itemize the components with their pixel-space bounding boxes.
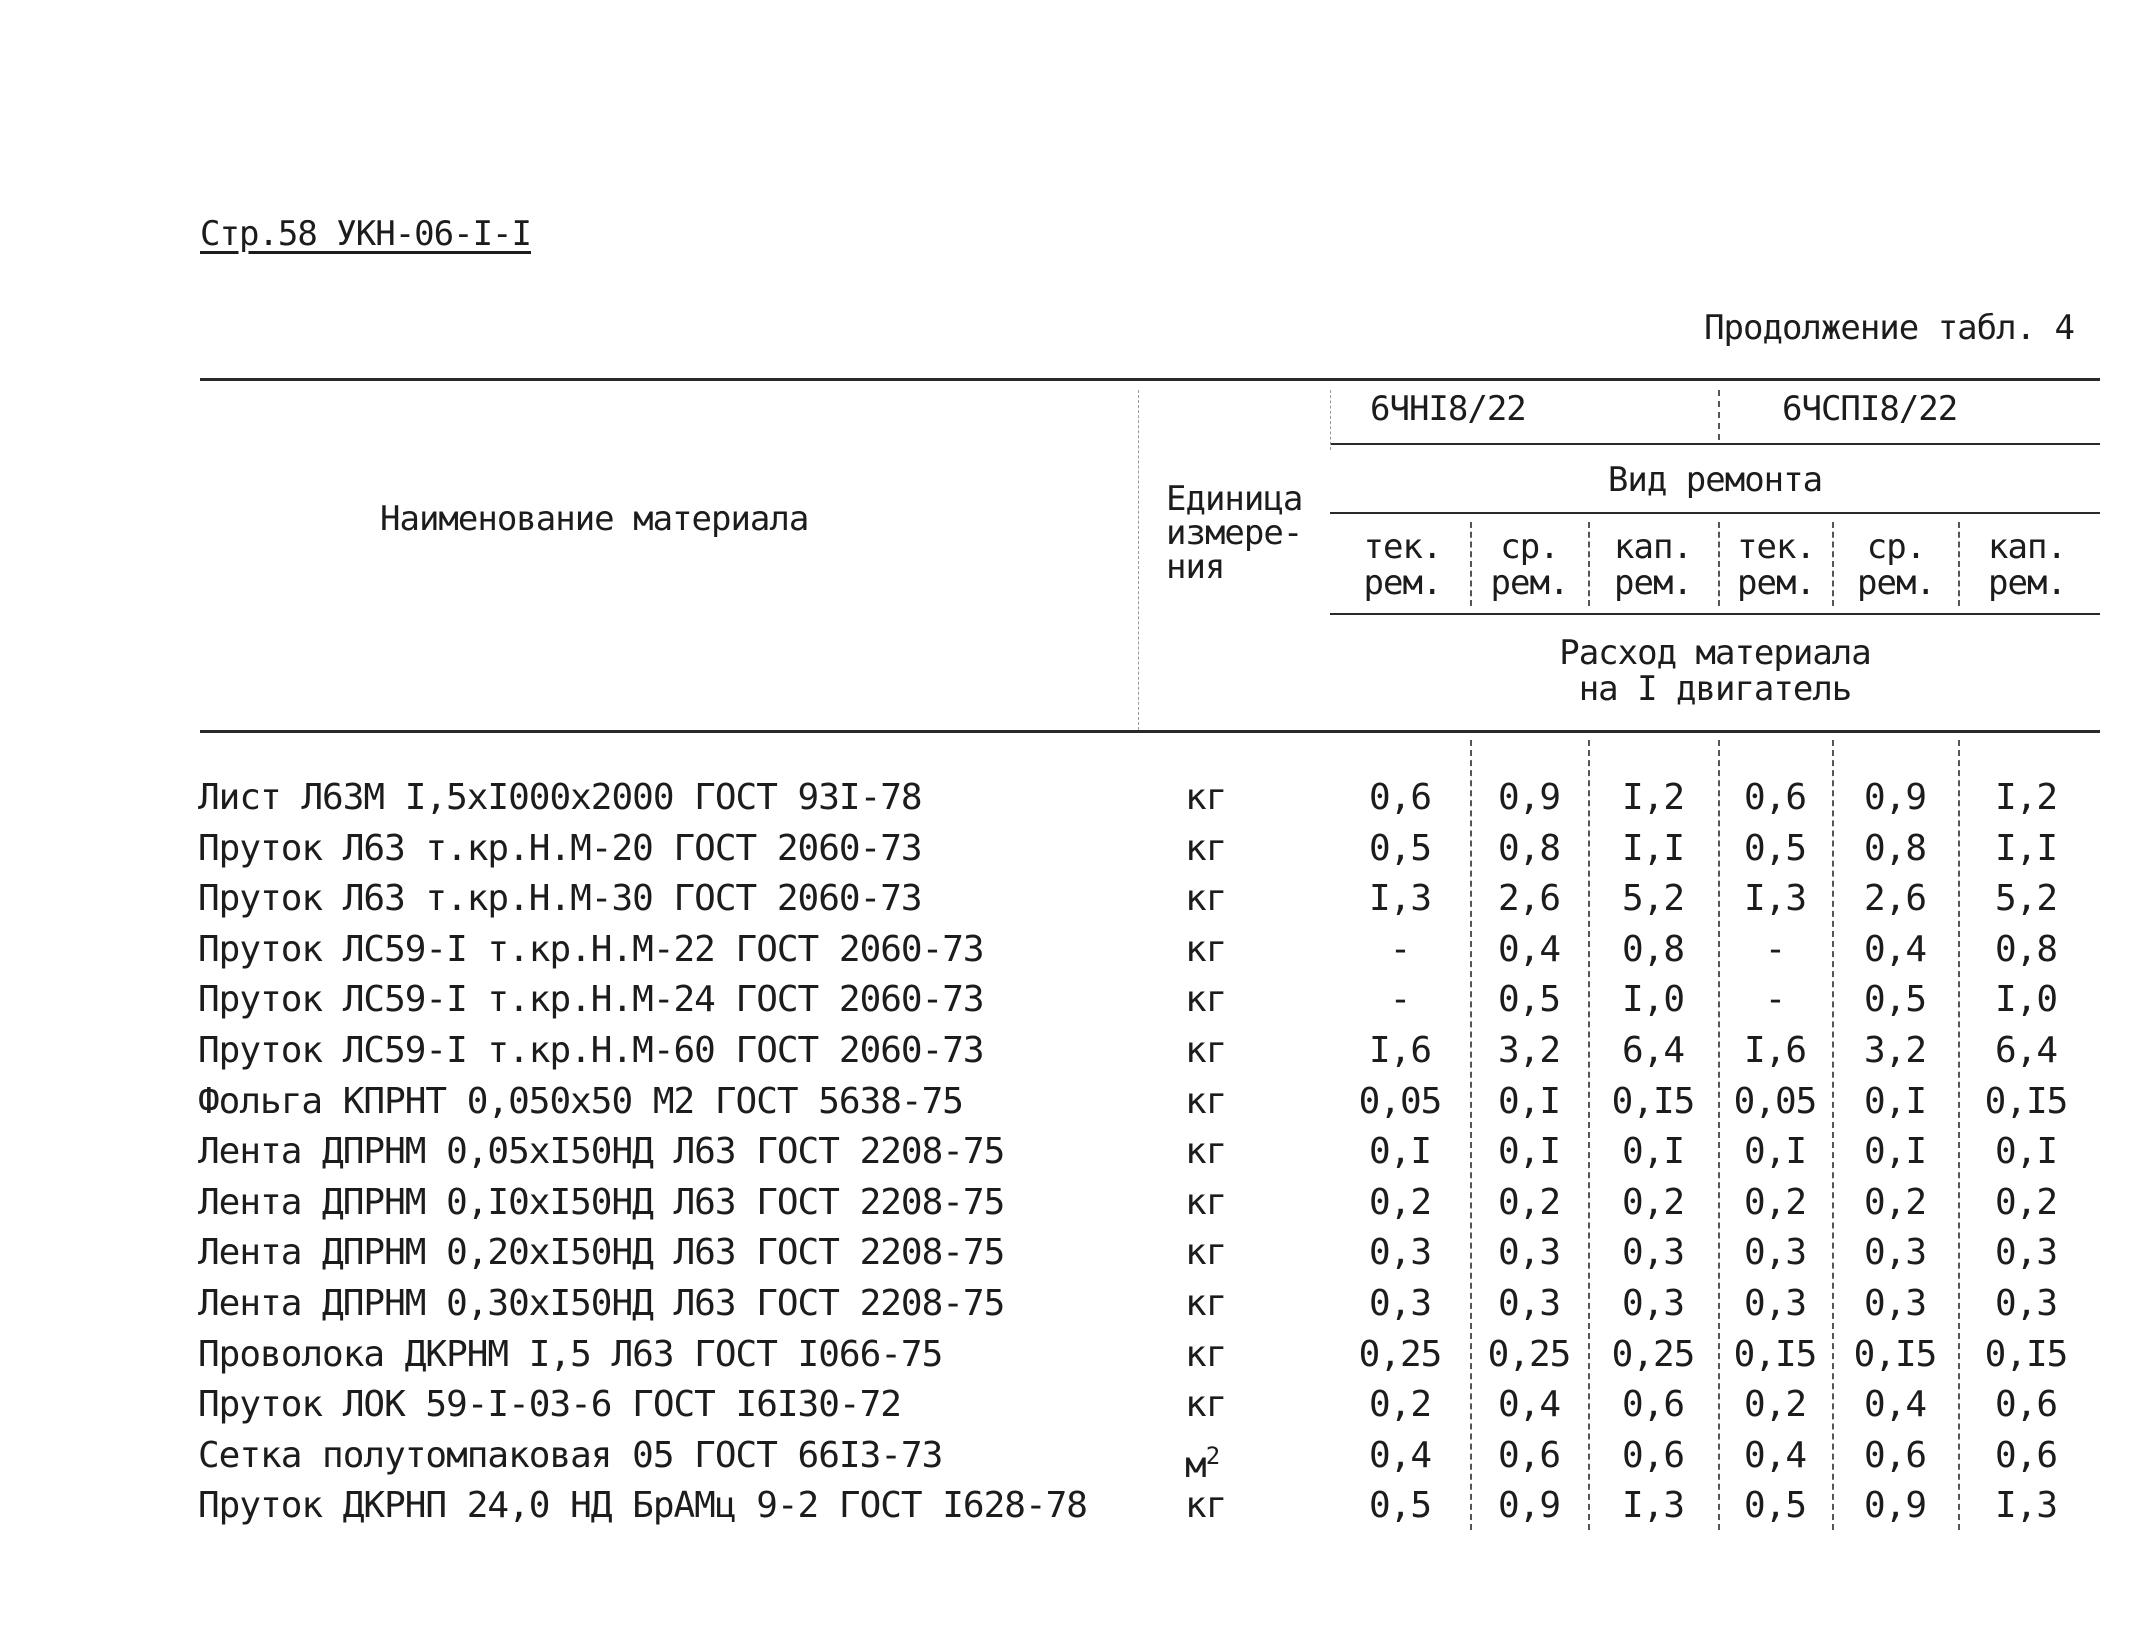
engine-divider [1718,390,1720,440]
value-cell: 0,5 [1743,1485,1807,1526]
value-cell: 0,3 [1743,1232,1807,1273]
unit-cell [1185,1385,1226,1425]
repair-col-header-line-1: ср. [1500,527,1559,567]
value-cell: 0,6 [1621,1384,1685,1425]
value-cell: 6,4 [1994,1030,2058,1071]
value-cell: 0,I [1863,1081,1927,1122]
value-cell: 0,6 [1621,1435,1685,1476]
material-name-cell: Пруток Л63 т.кр.Н.М-20 ГОСТ 2060-73 [198,828,922,869]
material-name-cell: Лента ДПРНМ 0,20хI50НД Л63 ГОСТ 2208-75 [198,1232,1005,1273]
unit-superscript: 2 [1205,1442,1220,1470]
value-cell: 0,I [1368,1131,1432,1172]
engine-2-header: 6ЧСПI8/22 [1782,389,1958,429]
value-cell: 0,3 [1368,1283,1432,1324]
value-cell: 0,6 [1497,1435,1561,1476]
value-cell: - [1389,979,1411,1020]
repair-columns-rule [1330,613,2100,615]
value-cell: I,2 [1994,777,2058,818]
unit-cell [1185,879,1226,919]
repair-col-header-line-2: рем. [1857,563,1935,603]
unit-cell [1185,829,1226,869]
unit-header-line-2: измере- [1166,513,1303,553]
value-cell: 0,2 [1497,1182,1561,1223]
table-top-rule [200,378,2100,381]
value-cell: 0,2 [1994,1182,2058,1223]
value-cell: 3,2 [1497,1030,1561,1071]
repair-col-header-line-1: тек. [1737,527,1815,567]
value-cell: 6,4 [1621,1030,1685,1071]
value-cell: 0,8 [1994,929,2058,970]
repair-col-header-line-1: ср. [1866,527,1926,567]
unit-text: кг [1185,1485,1227,1526]
value-cell: I,3 [1368,878,1432,919]
value-cell: 0,3 [1497,1283,1561,1324]
unit-text: кг [1185,828,1227,869]
value-cell: I,3 [1743,878,1807,919]
unit-cell [1185,1335,1226,1375]
value-cell: 0,05 [1733,1081,1817,1122]
unit-header-line-1: Единица [1166,479,1303,519]
unit-text: кг [1185,979,1227,1020]
value-cell: 0,4 [1497,1384,1561,1425]
unit-cell [1185,1031,1226,1071]
value-cell: 0,8 [1863,828,1927,869]
material-name-cell: Лента ДПРНМ 0,30хI50НД Л63 ГОСТ 2208-75 [198,1283,1005,1324]
unit-column-divider [1138,390,1139,730]
value-cell: I,0 [1994,979,2058,1020]
unit-text: кг [1185,1283,1227,1324]
value-cell: I,2 [1621,777,1685,818]
material-name-cell: Пруток ЛОК 59-I-03-6 ГОСТ I6I30-72 [198,1384,901,1425]
unit-text: кг [1185,929,1227,970]
value-cell: 0,2 [1368,1182,1432,1223]
material-name-header: Наименование материала [380,499,809,539]
repair-col-header-line-1: кап. [1614,527,1692,567]
material-name-cell: Лента ДПРНМ 0,05хI50НД Л63 ГОСТ 2208-75 [198,1131,1005,1172]
material-name-cell: Сетка полутомпаковая 05 ГОСТ 66I3-73 [198,1435,943,1476]
value-cell: I,3 [1994,1485,2058,1526]
engine-1-header: 6ЧНI8/22 [1370,389,1526,429]
value-cell: 0,3 [1621,1283,1685,1324]
header-bottom-rule [200,730,2100,733]
material-name-cell: Пруток ЛС59-I т.кр.Н.М-24 ГОСТ 2060-73 [198,979,984,1020]
engine-header-rule [1330,443,2100,445]
value-cell: 2,6 [1497,878,1561,919]
value-cell: 0,6 [1743,777,1807,818]
repair-type-rule [1330,512,2100,514]
repair-col-header-line-1: кап. [1988,527,2066,567]
unit-cell [1185,1284,1226,1324]
material-name-cell: Пруток ЛС59-I т.кр.Н.М-60 ГОСТ 2060-73 [198,1030,984,1071]
unit-text: кг [1185,1334,1227,1375]
value-cell: 0,6 [1863,1435,1927,1476]
value-cell: 0,I5 [1611,1081,1695,1122]
unit-text: м [1185,1445,1206,1486]
value-cell: 0,I5 [1853,1334,1937,1375]
unit-header-line-3: ния [1166,547,1225,587]
unit-text: кг [1185,1081,1227,1122]
unit-cell [1185,1183,1226,1223]
unit-cell [1185,1082,1226,1122]
value-cell: - [1764,929,1786,970]
value-cell: 0,3 [1863,1232,1927,1273]
value-cell: - [1389,929,1411,970]
unit-text: кг [1185,1131,1227,1172]
value-cell: - [1764,979,1786,1020]
value-cell: 0,25 [1611,1334,1695,1375]
value-cell: 0,25 [1487,1334,1571,1375]
values-column-divider [1330,390,1331,450]
value-cell: 0,6 [1368,777,1432,818]
value-cell: 0,I [1621,1131,1685,1172]
material-name-cell: Проволока ДКРНМ I,5 Л63 ГОСТ I066-75 [198,1334,943,1375]
body-col-divider [1958,740,1960,1530]
value-cell: 0,2 [1863,1182,1927,1223]
value-cell: 0,9 [1497,1485,1561,1526]
repair-col-header-line-2: рем. [1988,563,2066,603]
unit-cell [1185,1486,1226,1526]
unit-text: кг [1185,1232,1227,1273]
unit-cell [1185,1436,1219,1486]
value-cell: 0,5 [1368,1485,1432,1526]
table-continuation-label: Продолжение табл. 4 [1704,308,2074,348]
repair-col-header-line-2: рем. [1363,563,1442,603]
value-cell: 0,9 [1863,777,1927,818]
value-cell: 3,2 [1863,1030,1927,1071]
value-cell: 0,I5 [1984,1334,2068,1375]
unit-text: кг [1185,1030,1227,1071]
value-cell: I,I [1621,828,1685,869]
unit-text: кг [1185,777,1227,818]
value-cell: 0,5 [1497,979,1561,1020]
value-cell: 0,I [1497,1131,1561,1172]
repair-col-header-line-2: рем. [1614,563,1692,603]
value-cell: 0,I [1743,1131,1807,1172]
value-cell: 0,I5 [1733,1334,1817,1375]
value-cell: 0,8 [1621,929,1685,970]
value-cell: 0,I5 [1984,1081,2068,1122]
value-cell: 0,3 [1621,1232,1685,1273]
value-cell: 0,4 [1743,1435,1807,1476]
value-cell: 0,2 [1743,1384,1807,1425]
unit-cell [1185,930,1226,970]
value-cell: 5,2 [1994,878,2058,919]
value-cell: 0,2 [1621,1182,1685,1223]
value-cell: 0,6 [1994,1435,2058,1476]
value-cell: I,6 [1368,1030,1432,1071]
value-cell: 0,3 [1743,1283,1807,1324]
value-cell: I,6 [1743,1030,1807,1071]
value-cell: 0,9 [1497,777,1561,818]
value-cell: 0,2 [1368,1384,1432,1425]
material-name-cell: Лист Л63М I,5хI000х2000 ГОСТ 93I-78 [198,777,922,818]
value-cell: 0,2 [1743,1182,1807,1223]
value-cell: 0,3 [1368,1232,1432,1273]
value-cell: 0,05 [1358,1081,1442,1122]
page-reference: Стр.58 УКН-06-I-I [200,214,531,254]
unit-cell [1185,980,1226,1020]
unit-text: кг [1185,1384,1227,1425]
value-cell: 0,I [1497,1081,1561,1122]
value-cell: 0,8 [1497,828,1561,869]
consumption-header-line-2: на I двигатель [1578,669,1852,709]
value-cell: 0,I [1994,1131,2058,1172]
value-cell: I,3 [1621,1485,1685,1526]
material-name-cell: Пруток ЛС59-I т.кр.Н.М-22 ГОСТ 2060-73 [198,929,984,970]
value-cell: 0,9 [1863,1485,1927,1526]
value-cell: I,0 [1621,979,1685,1020]
value-cell: 0,3 [1994,1232,2058,1273]
repair-col-header-line-2: рем. [1737,563,1815,603]
value-cell: 0,3 [1497,1232,1561,1273]
value-cell: 0,5 [1368,828,1432,869]
value-cell: 0,4 [1863,1384,1927,1425]
value-cell: 0,4 [1497,929,1561,970]
value-cell: 0,3 [1863,1283,1927,1324]
value-cell: 0,I [1863,1131,1927,1172]
repair-col-header-line-2: рем. [1490,563,1569,603]
repair-col-header-line-1: тек. [1363,527,1442,567]
value-cell: 2,6 [1863,878,1927,919]
value-cell: 0,5 [1743,828,1807,869]
value-cell: 5,2 [1621,878,1685,919]
value-cell: 0,5 [1863,979,1927,1020]
unit-cell [1185,1132,1226,1172]
unit-cell [1185,778,1226,818]
material-name-cell: Лента ДПРНМ 0,I0хI50НД Л63 ГОСТ 2208-75 [198,1182,1005,1223]
value-cell: I,I [1994,828,2058,869]
material-name-cell: Пруток ДКРНП 24,0 НД БрАМц 9-2 ГОСТ I628-78 [198,1485,1087,1526]
unit-cell [1185,1233,1226,1273]
material-name-cell: Пруток Л63 т.кр.Н.М-30 ГОСТ 2060-73 [198,878,922,919]
value-cell: 0,4 [1863,929,1927,970]
material-name-cell: Фольга КПРНТ 0,050х50 М2 ГОСТ 5638-75 [198,1081,963,1122]
unit-text: кг [1185,1182,1227,1223]
value-cell: 0,3 [1994,1283,2058,1324]
value-cell: 0,6 [1994,1384,2058,1425]
unit-text: кг [1185,878,1227,919]
value-cell: 0,4 [1368,1435,1432,1476]
consumption-header-line-1: Расход материала [1559,633,1871,673]
repair-type-header: Вид ремонта [1607,460,1823,500]
value-cell: 0,25 [1358,1334,1442,1375]
